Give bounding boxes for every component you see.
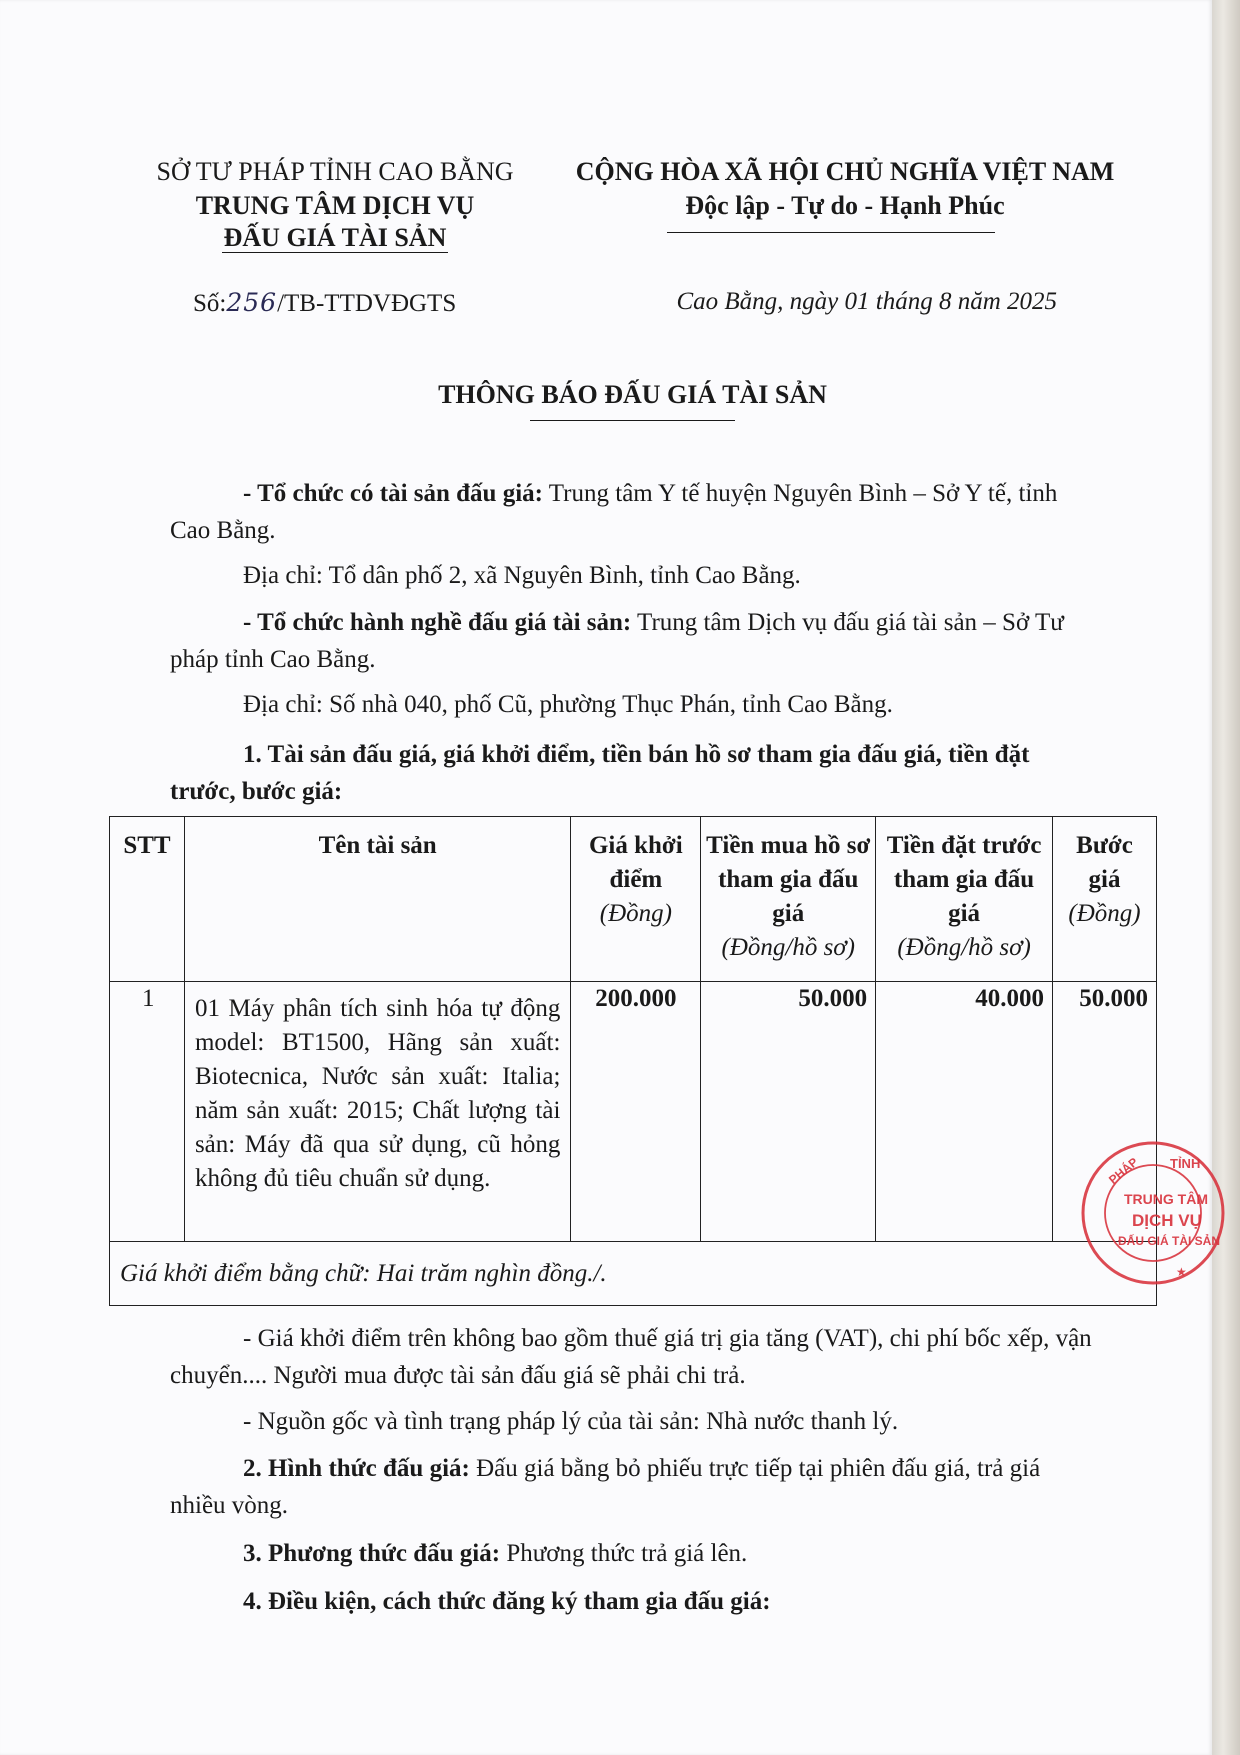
table-footer-row (110, 1242, 1157, 1306)
doc-number-handwritten: 256 (226, 288, 278, 317)
header-left-underline (222, 252, 448, 253)
table-header-row (110, 817, 1157, 982)
header-right-underline (667, 232, 995, 233)
cell-stt: 1 (110, 982, 185, 1242)
org-auction: - Tổ chức hành nghề đấu giá tài sản: Trung tâm Dịch vụ đấu giá tài sản – Sở Tư pháp tỉnh Cao Bằng. (170, 609, 1064, 673)
col-header-file-fee: Tiền mua hồ sơ tham gia đấu giá (Đồng/hồ sơ) (701, 817, 876, 982)
cell-file-fee: 50.000 (701, 982, 876, 1242)
note-vat: - Giá khởi điểm trên không bao gồm thuế giá trị gia tăng (VAT), chi phí bốc xếp, vận chuyển.... Người mua được tài sản đấu giá sẽ phải chi trả. (170, 1325, 1092, 1389)
note-origin: - Nguồn gốc và tình trạng pháp lý của tài sản: Nhà nước thanh lý. (243, 1408, 899, 1435)
header-right-line2: Độc lập - Tự do - Hạnh Phúc (685, 191, 1005, 220)
page-title: THÔNG BÁO ĐẤU GIÁ TÀI SẢN (438, 380, 827, 409)
section4-heading: 4. Điều kiện, cách thức đăng ký tham gia đấu giá: (243, 1588, 771, 1615)
header-left-line1: SỞ TƯ PHÁP TỈNH CAO BẰNG (156, 157, 514, 186)
cell-asset-name: 01 Máy phân tích sinh hóa tự động model: BT1500, Hãng sản xuất: Biotecnica, Nước sản xuất: Italia; năm sản xuất: 2015; Chất lượng tài sản: Máy đã qua sử dụng, cũ hỏng không đủ tiêu chuẩn sử dụng. (184, 982, 570, 1242)
stamp-line2: DỊCH VỤ (1132, 1211, 1202, 1230)
org-owner-address: Địa chỉ: Tổ dân phố 2, xã Nguyên Bình, tỉnh Cao Bằng. (243, 562, 801, 589)
cell-start-price: 200.000 (571, 982, 701, 1242)
col-header-name: Tên tài sản (184, 817, 570, 982)
col-header-start-price: Giá khởi điểm (Đồng) (571, 817, 701, 982)
section1-heading: 1. Tài sản đấu giá, giá khởi điểm, tiền bán hồ sơ tham gia đấu giá, tiền đặt trước, bước giá: (170, 741, 1030, 805)
cell-deposit: 40.000 (876, 982, 1053, 1242)
org-auction-address: Địa chỉ: Số nhà 040, phố Cũ, phường Thục Phán, tỉnh Cao Bằng. (243, 691, 893, 718)
doc-number: Số:256/TB-TTDVĐGTS (193, 288, 457, 317)
col-header-stt: STT (110, 817, 185, 982)
stamp-line1: TRUNG TÂM (1124, 1191, 1208, 1207)
table-footer: Giá khởi điểm bằng chữ: Hai trăm nghìn đồng./. (110, 1242, 1157, 1306)
title-underline (530, 420, 735, 421)
col-header-step: Bước giá (Đồng) (1052, 817, 1156, 982)
stamp-line3: ĐẤU GIÁ TÀI SẢN (1118, 1234, 1220, 1248)
col-header-deposit: Tiền đặt trước tham gia đấu giá (Đồng/hồ sơ) (876, 817, 1053, 982)
cell-step: 50.000 (1052, 982, 1156, 1242)
official-stamp (1078, 1138, 1228, 1288)
table-row (110, 982, 1157, 1242)
scan-edge (1212, 0, 1240, 1755)
section3: 3. Phương thức đấu giá: Phương thức trả giá lên. (243, 1540, 748, 1567)
stamp-star: ★ (1176, 1265, 1187, 1279)
stamp-top-text: TỈNH (1170, 1156, 1201, 1171)
stamp-arc-left: PHÁP (1106, 1154, 1141, 1187)
header-left-line2: TRUNG TÂM DỊCH VỤ (195, 191, 475, 220)
header-right-line1: CỘNG HÒA XÃ HỘI CHỦ NGHĨA VIỆT NAM (575, 157, 1115, 186)
org-owner: - Tổ chức có tài sản đấu giá: Trung tâm Y tế huyện Nguyên Bình – Sở Y tế, tỉnh Cao Bằng. (170, 480, 1058, 544)
asset-table (109, 816, 1157, 1306)
header-left-line3: ĐẤU GIÁ TÀI SẢN (223, 223, 447, 252)
place-date: Cao Bằng, ngày 01 tháng 8 năm 2025 (676, 288, 1057, 315)
section2: 2. Hình thức đấu giá: Đấu giá bằng bỏ phiếu trực tiếp tại phiên đấu giá, trả giá nhiều vòng. (170, 1455, 1041, 1519)
